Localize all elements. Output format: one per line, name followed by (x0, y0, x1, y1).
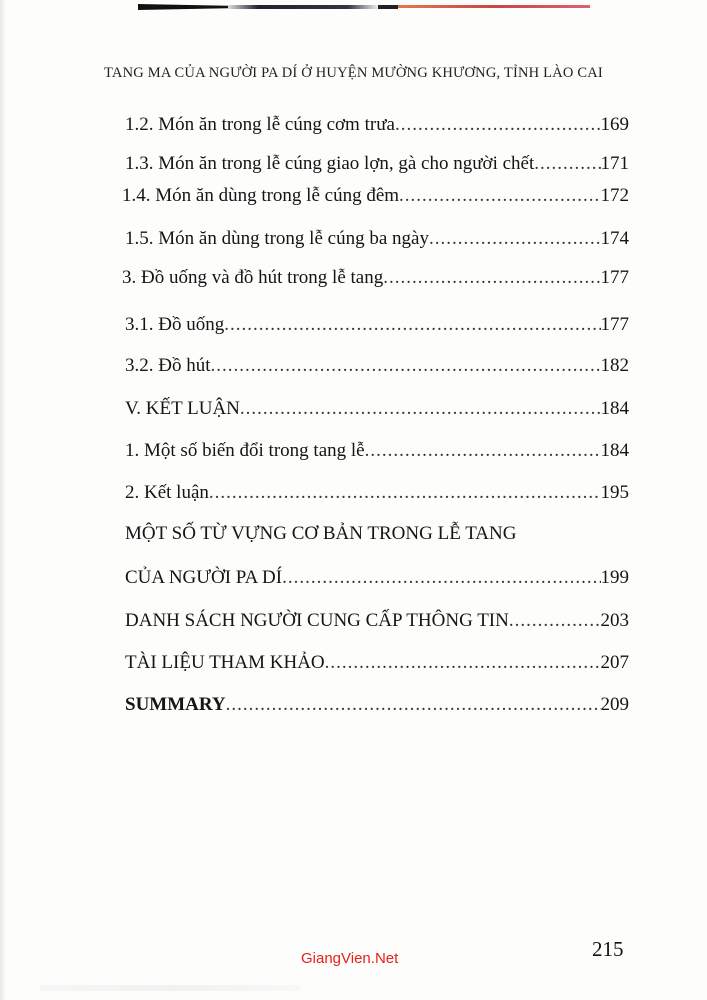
leader-dots (383, 267, 600, 289)
decorative-top-rule (138, 4, 590, 10)
toc-entry-page: 174 (600, 228, 629, 249)
toc-entry (122, 185, 629, 207)
toc-entry (125, 482, 629, 504)
toc-entry-page: 203 (600, 610, 629, 631)
leader-dots (211, 355, 601, 377)
toc-entry-page: 177 (600, 267, 629, 288)
leader-dots (226, 694, 601, 716)
toc-entry-label: DANH SÁCH NGƯỜI CUNG CẤP THÔNG TIN (125, 610, 509, 631)
toc-entry-label: 1. Một số biến đổi trong tang lễ (125, 440, 365, 461)
toc-entry-page: 172 (600, 185, 629, 206)
leader-dots (395, 114, 601, 136)
toc-entry (125, 610, 629, 632)
toc-entry-page: 177 (600, 314, 629, 335)
page-number: 215 (592, 937, 624, 961)
toc-entry-label: 1.5. Món ăn dùng trong lễ cúng ba ngày (125, 228, 429, 249)
leader-dots (399, 185, 600, 207)
toc-entry (125, 523, 629, 545)
leader-dots (365, 440, 601, 462)
leader-dots (224, 314, 600, 336)
toc-entry (125, 398, 629, 420)
toc-entry (122, 267, 629, 289)
leader-dots (429, 228, 601, 250)
toc-entry (125, 694, 629, 716)
bleed-through-shadow (40, 985, 300, 991)
toc-entry (125, 652, 629, 674)
leader-dots (509, 610, 601, 632)
toc-entry-label: 3. Đồ uống và đồ hút trong lễ tang (122, 267, 384, 288)
toc-entry (125, 567, 629, 589)
toc-entry-label: CỦA NGƯỜI PA DÍ (125, 567, 283, 588)
watermark: GiangVien.Net (301, 950, 399, 967)
running-head: TANG MA CỦA NGƯỜI PA DÍ Ở HUYỆN MƯỜNG KHƯƠNG, TỈNH LÀO CAI (104, 65, 603, 81)
toc-entry-page: 195 (600, 482, 629, 503)
toc-entry-page: 184 (600, 398, 629, 419)
toc-entry-page: 184 (600, 440, 629, 461)
toc-entry-label: TÀI LIỆU THAM KHẢO (125, 652, 325, 673)
toc-entry-label: V. KẾT LUẬN (125, 398, 240, 419)
toc-entry (125, 440, 629, 462)
toc-entry-label: 1.4. Món ăn dùng trong lễ cúng đêm (122, 185, 400, 206)
toc-entry (125, 355, 629, 377)
toc-entry-label: 3.1. Đồ uống (125, 314, 225, 335)
toc-entry-page: 209 (600, 694, 629, 715)
leader-dots (325, 652, 601, 674)
toc-entry-label: 1.2. Món ăn trong lễ cúng cơm trưa (125, 114, 395, 135)
toc-entry-page: 171 (600, 153, 629, 174)
toc-entry-label: 2. Kết luận (125, 482, 209, 503)
leader-dots (534, 153, 600, 175)
toc-entry-label: MỘT SỐ TỪ VỰNG CƠ BẢN TRONG LỄ TANG (125, 523, 517, 544)
toc-entry-label: SUMMARY (125, 694, 226, 715)
toc-entry-page: 199 (600, 567, 629, 588)
toc-entry-page: 182 (600, 355, 629, 376)
toc-entry-label: 3.2. Đồ hút (125, 355, 211, 376)
toc-entry (125, 153, 629, 175)
toc-entry-page: 207 (600, 652, 629, 673)
toc-entry-label: 1.3. Món ăn trong lễ cúng giao lợn, gà cho người chết (125, 153, 535, 174)
toc-entry (125, 314, 629, 336)
toc-entry (125, 114, 629, 136)
toc-entry-page: 169 (600, 114, 629, 135)
toc-entry (125, 228, 629, 250)
leader-dots (240, 398, 601, 420)
page-edge-shadow (0, 0, 6, 1000)
leader-dots (282, 567, 600, 589)
leader-dots (209, 482, 601, 504)
